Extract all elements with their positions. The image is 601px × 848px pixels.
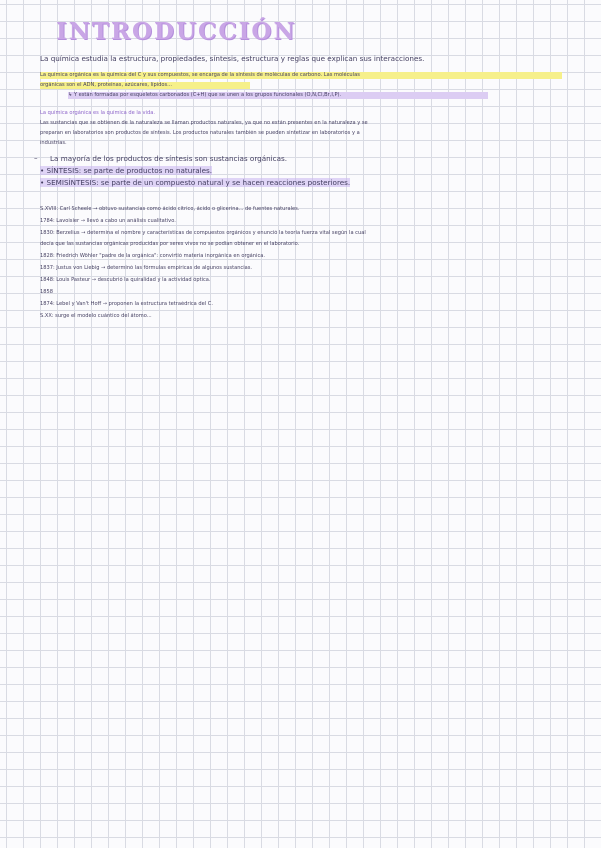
intro-line-1: La química estudia la estructura, propiedades, síntesis, estructura y reglas que explican sus interacciones. xyxy=(40,54,425,63)
section2-heading: La química orgánica es la química de la vida. xyxy=(40,110,155,116)
section2-line-5: La mayoría de los productos de síntesis son sustancias orgánicas. xyxy=(50,154,288,163)
semisynthesis-item: • SEMISÍNTESIS: se parte de un compuesto natural y se hacen reacciones posteriores. xyxy=(40,178,351,187)
history-item-1: S.XVIII: Carl Scheele → obtuvo sustancias como ácido cítrico, ácido o glicerina... de fuentes naturales. xyxy=(40,206,300,212)
intro-line-4: ↳ Y están formadas por esqueletos carbonados (C+H) que se unen a los grupos funcionales (O,N,Cl,Br,I,P). xyxy=(68,92,488,99)
dash-bullet: – xyxy=(34,154,38,162)
page-title: INTRODUCCIÓN xyxy=(56,18,297,45)
synthesis-item: • SÍNTESIS: se parte de productos no naturales. xyxy=(40,166,213,175)
history-item-2: 1784: Lavoisier → llevó a cabo un análisis cualitativo. xyxy=(40,218,176,224)
history-item-10: S.XX: surge el modelo cuántico del átomo... xyxy=(40,313,152,319)
intro-line-3: orgánicas son el ADN, proteínas, azúcares, lípidos... xyxy=(40,82,250,89)
history-item-3: 1830: Berzelius → determina el nombre y características de compuestos orgánicos y enunció la teoría fuerza vital según la cual xyxy=(40,230,366,236)
history-item-9: 1874: Lebel y Van't Hoff → proponen la estructura tetraédrica del C. xyxy=(40,301,213,307)
history-item-4: decía que las sustancias orgánicas producidas por seres vivos no se podían obtener en el laboratorio. xyxy=(40,241,300,247)
section2-line-3: preparan en laboratorios son productos de síntesis. Los productos naturales también se pueden sintetizar en laboratorios y a xyxy=(40,130,360,136)
intro-line-2: La química orgánica es la química del C y sus compuestos, se encarga de la síntesis de moléculas de carbono. Las moléculas xyxy=(40,72,562,79)
section2-line-4: industrias. xyxy=(40,140,67,146)
history-item-6: 1837: Justus von Liebig → determinó las fórmulas empíricas de algunos sustancias. xyxy=(40,265,253,271)
history-item-7: 1848: Louis Pasteur → descubrió la quiralidad y la actividad óptica. xyxy=(40,277,211,283)
history-item-8: 1858 xyxy=(40,289,53,295)
section2-line-2: Las sustancias que se obtienen de la naturaleza se llaman productos naturales, ya que no están presentes en la naturaleza y se xyxy=(40,120,368,126)
history-item-5: 1828: Friedrich Wöhler "padre de la orgánica": convirtió materia inorgánica en orgánica. xyxy=(40,253,265,259)
